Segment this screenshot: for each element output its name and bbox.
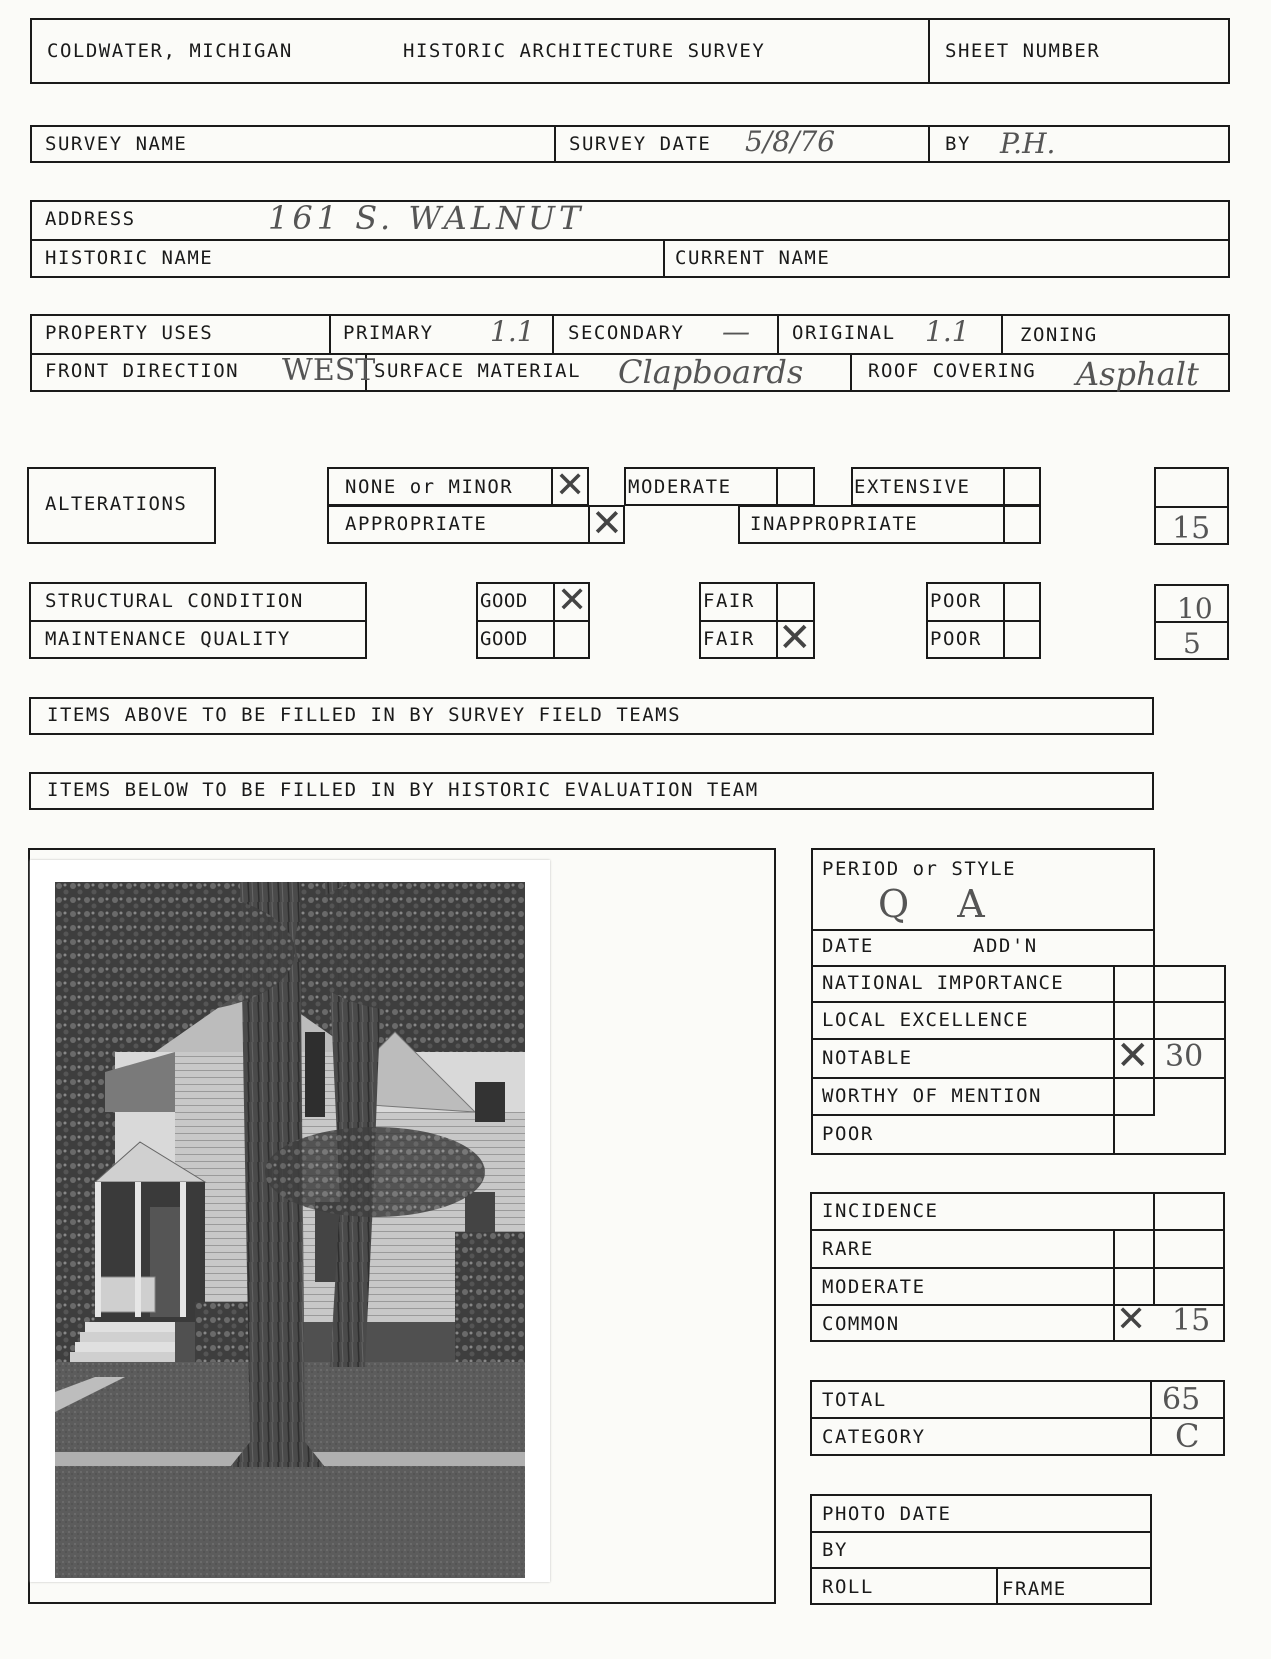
inappropriate-label: INAPPROPRIATE — [750, 513, 919, 535]
category-label: CATEGORY — [822, 1426, 926, 1448]
house-photo-image — [55, 882, 525, 1578]
extensive-label: EXTENSIVE — [854, 476, 971, 498]
survey-name-label: SURVEY NAME — [45, 133, 188, 155]
maintenance-score: 5 — [1183, 627, 1201, 660]
common-score: 15 — [1172, 1303, 1211, 1338]
front-direction-value: WEST — [282, 353, 376, 388]
surface-material-value: Clapboards — [618, 353, 804, 391]
worthy-of-mention-label: WORTHY OF MENTION — [822, 1085, 1042, 1107]
date-label: DATE — [822, 935, 874, 957]
incidence-label: INCIDENCE — [822, 1200, 939, 1222]
notable-score: 30 — [1165, 1039, 1204, 1074]
common-check: ✕ — [1116, 1299, 1147, 1340]
city-label: COLDWATER, MICHIGAN — [47, 40, 293, 62]
structural-condition-label: STRUCTURAL CONDITION — [45, 590, 304, 612]
category-value: C — [1175, 1417, 1200, 1455]
structural-fair-label: FAIR — [703, 590, 755, 612]
structural-score: 10 — [1177, 592, 1213, 625]
address-value: 161 S. WALNUT — [268, 199, 585, 237]
structural-good-check: ✕ — [557, 580, 588, 621]
notable-label: NOTABLE — [822, 1047, 913, 1069]
house-photo — [30, 860, 550, 1582]
survey-date-value: 5/8/76 — [745, 125, 836, 158]
sheet-number-label: SHEET NUMBER — [945, 40, 1101, 62]
moderate-label: MODERATE — [628, 476, 732, 498]
local-excellence-label: LOCAL EXCELLENCE — [822, 1009, 1030, 1031]
maintenance-fair-label: FAIR — [703, 628, 755, 650]
original-label: ORIGINAL — [792, 322, 896, 344]
maintenance-quality-label: MAINTENANCE QUALITY — [45, 628, 291, 650]
current-name-label: CURRENT NAME — [675, 247, 831, 269]
survey-date-label: SURVEY DATE — [569, 133, 712, 155]
structural-good-label: GOOD — [480, 590, 528, 612]
addn-label: ADD'N — [973, 935, 1038, 957]
survey-title: HISTORIC ARCHITECTURE SURVEY — [403, 40, 766, 62]
primary-label: PRIMARY — [343, 322, 434, 344]
common-label: COMMON — [822, 1313, 900, 1335]
original-value: 1.1 — [925, 315, 970, 348]
historic-name-label: HISTORIC NAME — [45, 247, 214, 269]
structural-poor-label: POOR — [930, 590, 982, 612]
national-importance-label: NATIONAL IMPORTANCE — [822, 972, 1065, 994]
frame-label: FRAME — [1002, 1578, 1067, 1600]
evaluation-poor-label: POOR — [822, 1123, 874, 1145]
by-value: P.H. — [1000, 127, 1056, 160]
alterations-label: ALTERATIONS — [45, 493, 188, 515]
roof-covering-value: Asphalt — [1076, 355, 1199, 393]
property-uses-label: PROPERTY USES — [45, 322, 214, 344]
front-direction-label: FRONT DIRECTION — [45, 360, 240, 382]
roll-label: ROLL — [822, 1576, 874, 1598]
period-style-value: Q A — [878, 882, 1003, 926]
appropriate-check: ✕ — [591, 501, 623, 545]
primary-value: 1.1 — [490, 315, 535, 348]
total-value: 65 — [1162, 1382, 1201, 1417]
alterations-score: 15 — [1172, 511, 1211, 546]
maintenance-good-label: GOOD — [480, 628, 528, 650]
none-minor-check: ✕ — [555, 465, 586, 506]
total-label: TOTAL — [822, 1389, 887, 1411]
address-label: ADDRESS — [45, 208, 136, 230]
surface-material-label: SURFACE MATERIAL — [374, 360, 582, 382]
secondary-label: SECONDARY — [568, 322, 685, 344]
maintenance-fair-check: ✕ — [778, 615, 812, 661]
evaluation-team-note: ITEMS BELOW TO BE FILLED IN BY HISTORIC EVALUATION TEAM — [47, 779, 759, 801]
maintenance-poor-label: POOR — [930, 628, 982, 650]
rare-label: RARE — [822, 1238, 874, 1260]
notable-check: ✕ — [1116, 1033, 1150, 1079]
secondary-value: — — [722, 315, 750, 348]
zoning-label: ZONING — [1020, 324, 1098, 346]
field-teams-note: ITEMS ABOVE TO BE FILLED IN BY SURVEY FIELD TEAMS — [47, 704, 682, 726]
period-style-label: PERIOD or STYLE — [822, 858, 1017, 880]
roof-covering-label: ROOF COVERING — [868, 360, 1037, 382]
none-minor-label: NONE or MINOR — [345, 476, 514, 498]
photo-by-label: BY — [822, 1539, 848, 1561]
incidence-moderate-label: MODERATE — [822, 1276, 926, 1298]
photo-date-label: PHOTO DATE — [822, 1503, 952, 1525]
by-label: BY — [945, 133, 971, 155]
appropriate-label: APPROPRIATE — [345, 513, 488, 535]
